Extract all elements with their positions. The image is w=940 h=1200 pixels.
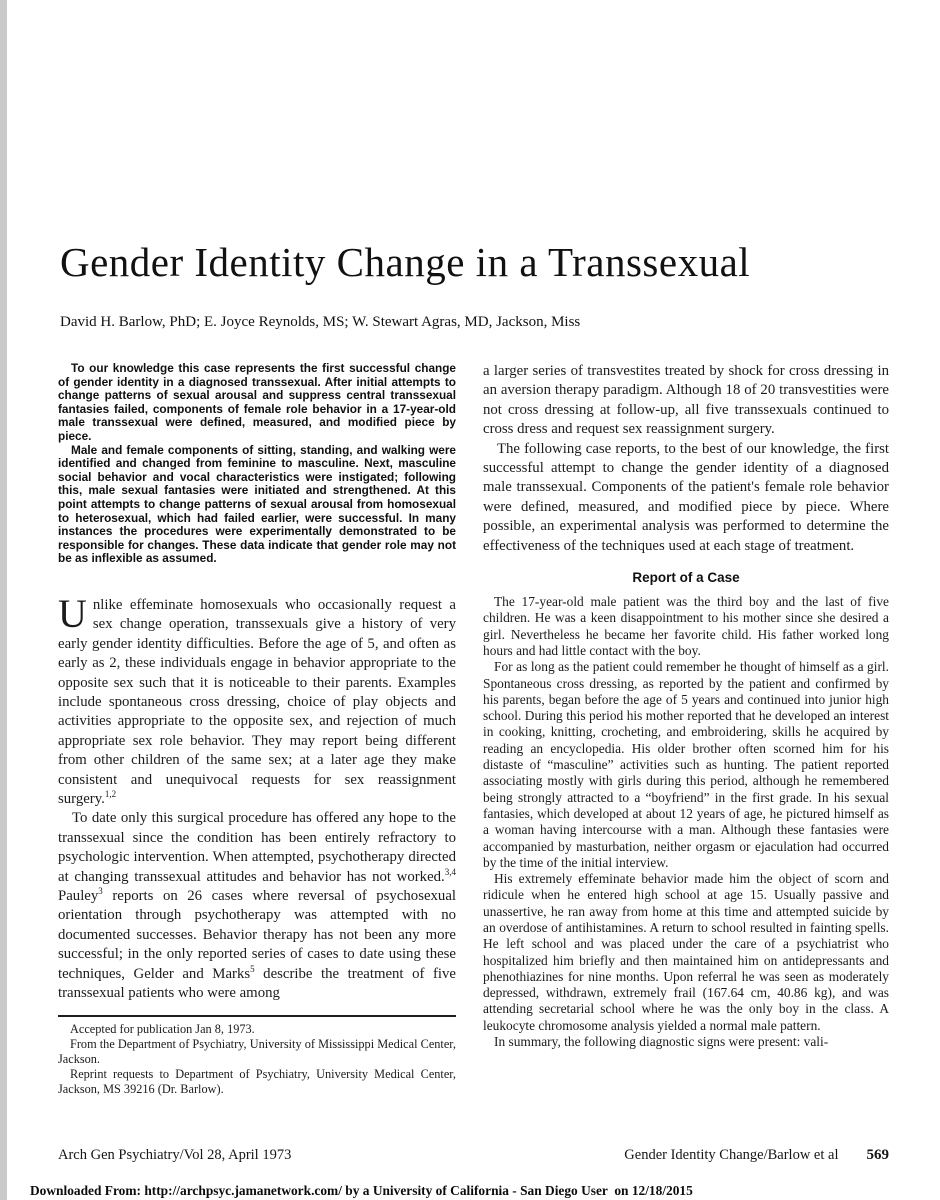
footnote-accepted: Accepted for publication Jan 8, 1973. <box>70 1022 255 1037</box>
intro-paragraph-2-text: Pauley <box>58 888 99 904</box>
reference-superscript: 1,2 <box>104 789 117 800</box>
reference-superscript: 3,4 <box>444 866 456 877</box>
intro-paragraph-2-text: describe the treatment of five transsexual patients who were among <box>58 965 456 1002</box>
case-paragraph-1: The 17-year-old male patient was the third boy and the last of five children. He was a keen disappointment to his mother since she desired a girl. Nevertheless he became her favorite child. His father worked long hours and had little contact with the boy. <box>483 594 889 658</box>
footer-right <box>624 1147 889 1164</box>
scan-edge-artifact <box>0 0 7 1200</box>
intro-paragraph-1 <box>58 590 456 809</box>
abstract-paragraph-1: To our knowledge this case represents the first successful change of gender identity in a diagnosed transsexual. After initial attempts to change patterns of sexual arousal and suppress central transsexual fantasies failed, components of female role behavior in a 17-year-old male transsexual were defined, measured, and modified piece by piece. <box>58 361 456 443</box>
reference-superscript: 5 <box>250 963 255 974</box>
journal-citation: Arch Gen Psychiatry/Vol 28, April 1973 <box>58 1147 292 1163</box>
download-notice: Downloaded From: http://archpsyc.jamanetwork.com/ by a University of California - San Diego User on 12/18/2015 <box>30 1183 693 1198</box>
footnote-reprints: Reprint requests to Department of Psychiatry, University Medical Center, Jackson, MS 39216 (Dr. Barlow). <box>58 1066 456 1096</box>
abstract <box>58 362 456 566</box>
left-column <box>58 362 456 1096</box>
overview-paragraph: The following case reports, to the best of our knowledge, the first successful attempt to change the gender identity of a diagnosed male transsexual. Components of the patient's female role behavior were defined, measured, and modified piece by piece. Where possible, an experimental analysis was performed to determine the effectiveness of the techniques used at each stage of treatment. <box>483 440 889 554</box>
continuation-paragraph: a larger series of transvestites treated by shock for cross dressing in an aversion therapy paradigm. Although 18 of 20 transvestities were not cross dressing at follow-up, all five transsexuals continued to cross dress and request sex reassignment surgery. <box>483 363 889 438</box>
intro-paragraph-2-text: reports on 26 cases where reversal of psychosexual orientation through psychotherapy was attempted with no documented successes. Behavior therapy has not been any more successful; in the only reported series of cases to date using these techniques, Gelder and Marks <box>58 888 456 982</box>
section-heading-report-of-a-case: Report of a Case <box>632 570 740 586</box>
page-footer <box>58 1147 889 1164</box>
running-head: Gender Identity Change/Barlow et al <box>624 1147 839 1163</box>
footnote-rule <box>58 1015 456 1017</box>
article-title: Gender Identity Change in a Transsexual <box>60 239 751 285</box>
reference-superscript: 3 <box>98 886 103 897</box>
page-number: 569 <box>866 1147 889 1163</box>
case-paragraph-3: His extremely effeminate behavior made him the object of scorn and ridicule when he entered high school at age 15. Usually passive and unassertive, he ran away from home at this time and attempted suicide by an overdose of antihistamines. A return to school resulted in fainting spells. He left school and was placed under the care of a psychiatrist who hospitalized him briefly and then maintained him on antidepressants and phenothiazines for nine months. Upon referral he was seen as moderately depressed, withdrawn, extremely frail (167.64 cm, 40.86 kg), and was attending secretarial school where he was the only boy in the class. A leukocyte chromosome analysis yielded a normal male pattern. <box>483 871 889 1033</box>
intro-paragraph-2-text: To date only this surgical procedure has offered any hope to the transsexual since the condition has been entirely refractory to psychologic intervention. When attempted, psychotherapy directed at changing transsexual attitudes and behavior has not worked. <box>58 810 456 885</box>
right-column <box>483 362 889 1050</box>
drop-cap-letter: U <box>58 590 87 636</box>
case-paragraph-2: For as long as the patient could remember he thought of himself as a girl. Spontaneous cross dressing, as reported by the patient and confirmed by his parents, began before the age of 5 years and continued into junior high school. During this period his mother reported that he developed an interest in cooking, knitting, crocheting, and embroidering, skills he acquired by reading an encyclopedia. His older brother often scorned him for his distaste of “masculine” activities such as hunting. The patient reported associating mostly with girls during this period, although he remembered being strongly attracted to a “boyfriend” in the first grade. In his sexual fantasies, which developed at about 12 years of age, he pictured himself as a woman having intercourse with a man. Although these fantasies were accompanied by masturbation, neither orgasm or ejaculation had occurred by the time of the initial interview. <box>483 659 889 870</box>
abstract-paragraph-2: Male and female components of sitting, standing, and walking were identified and changed from feminine to masculine. Next, masculine social behavior and vocal characteristics were instigated; following this, male sexual fantasies were initiated and strengthened. At this point attempts to change patterns of sexual arousal from homosexual to heterosexual, which had failed earlier, were successful. In many instances the procedures were experimentally demonstrated to be responsible for changes. These data indicate that gender role may not be as inflexible as assumed. <box>58 442 456 566</box>
case-paragraph-4: In summary, the following diagnostic signs were present: vali- <box>494 1034 829 1050</box>
article-authors: David H. Barlow, PhD; E. Joyce Reynolds, MS; W. Stewart Agras, MD, Jackson, Miss <box>60 314 581 330</box>
footnotes <box>58 1022 456 1096</box>
intro-paragraph-2 <box>58 809 456 1003</box>
footnote-affiliation: From the Department of Psychiatry, University of Mississippi Medical Center, Jackson. <box>58 1037 456 1067</box>
intro-paragraph-1-text: nlike effeminate homosexuals who occasionally request a sex change operation, transsexuals give a history of very early gender identity difficulties. Before the age of 5, and often as early as 2, these individuals engage in behavior appropriate to the opposite sex such that it is noticeable to their parents. Examples include spontaneous cross dressing, choice of play objects and activities appropriate to the opposite sex, and rejection of much appropriate sex role behavior. They may report being different from other children of the same sex; at a later age they make consistent and unequivocal requests for sex reassignment surgery. <box>58 596 456 807</box>
